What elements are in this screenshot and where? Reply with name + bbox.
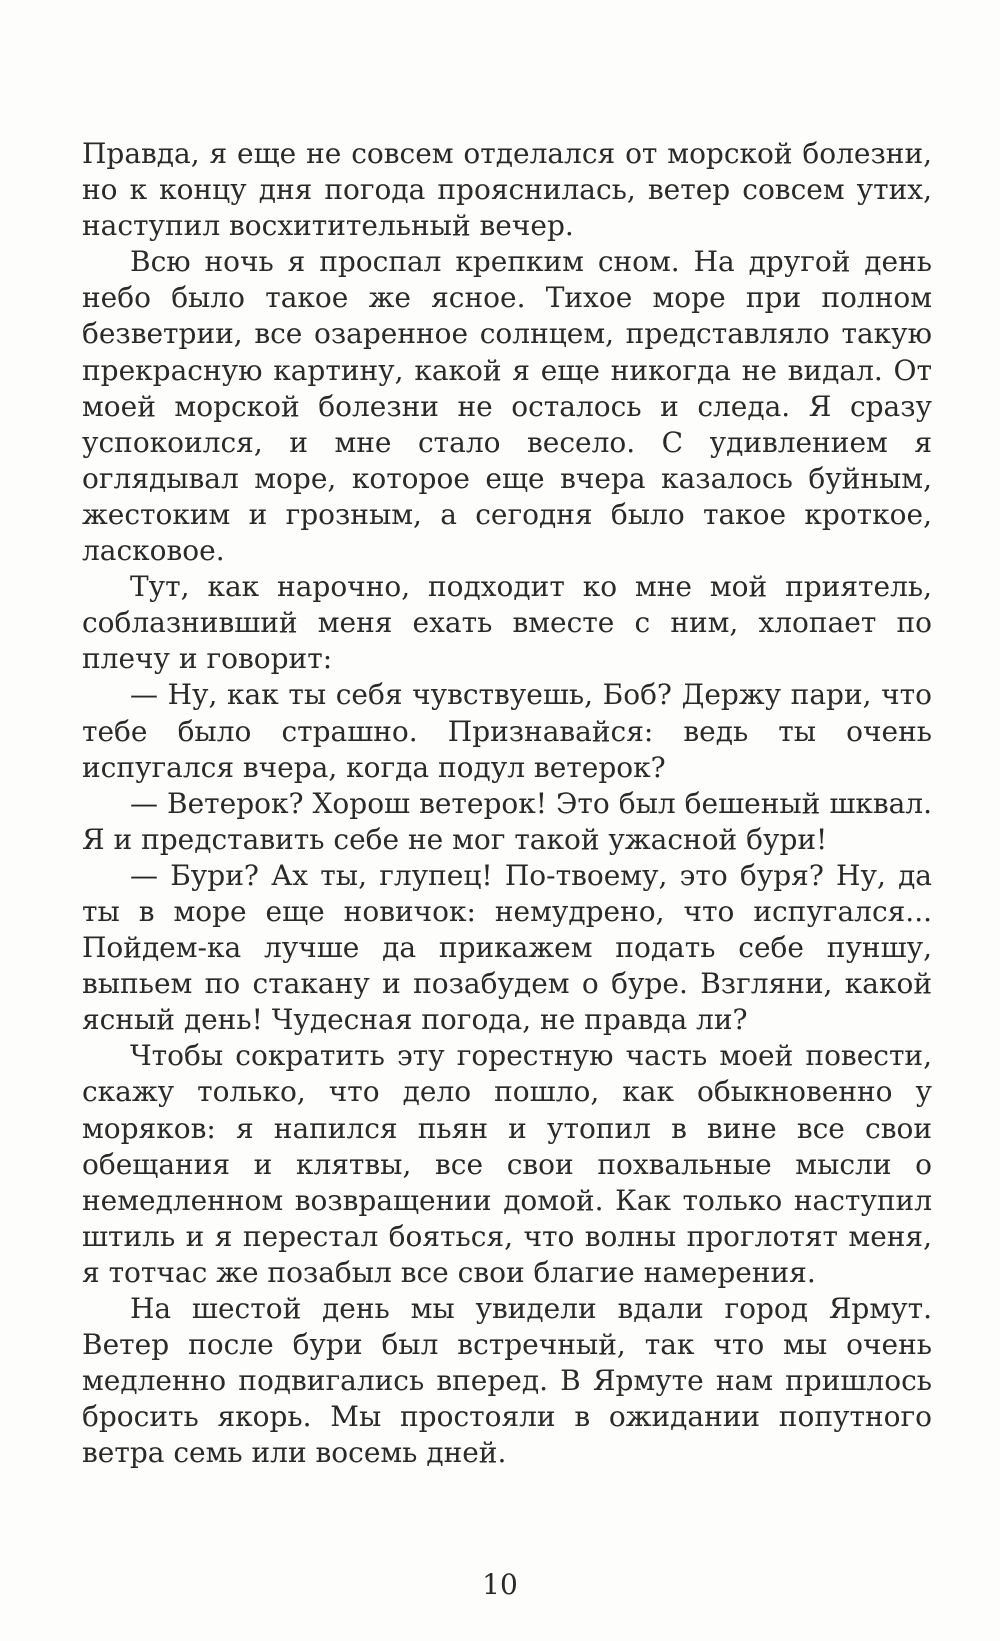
body-text — [82, 136, 932, 1471]
paragraph-1: Правда, я еще не совсем отделался от морской болезни, но к концу дня погода прояснилась, ветер совсем утих, наступил восхитительный вечер. — [82, 137, 932, 243]
page-number: 10 — [482, 1568, 518, 1601]
paragraph-7: Чтобы сократить эту горестную часть моей повести, скажу только, что дело пошло, как обыкновенно у моряков: я напился пьян и утопил в вине все свои обещания и клятвы, все свои похвальные мысли о немедленном возвращении домой. Как только наступил штиль и я перестал бояться, что волны проглотят меня, я тотчас же позабыл все свои благие намерения. — [82, 1039, 932, 1289]
paragraph-8: На шестой день мы увидели вдали город Ярмут. Ветер после бури был встречный, так что мы очень медленно подвигались вперед. В Ярмуте нам пришлось бросить якорь. Мы простояли в ожидании попутного ветра семь или восемь дней. — [82, 1292, 932, 1470]
dialogue-3: — Бури? Ах ты, глупец! По-твоему, это буря? Ну, да ты в море еще новичок: немудрено, что испугался... Пойдем-ка лучше да прикажем подать себе пуншу, выпьем по стакану и позабудем о буре. Взгляни, какой ясный день! Чудесная погода, не правда ли? — [82, 858, 932, 1037]
dialogue-2: — Ветерок? Хорош ветерок! Это был бешеный шквал. Я и представить себе не мог такой ужасной бури! — [82, 786, 932, 856]
paragraph-3: Тут, как нарочно, подходит ко мне мой приятель, соблазнивший меня ехать вместе с ним, хлопает по плечу и говорит: — [82, 570, 932, 676]
paragraph-2: Всю ночь я проспал крепким сном. На другой день небо было такое же ясное. Тихое море при полном безветрии, все озаренное солнцем, представляло такую прекрасную картину, какой я еще никогда не видал. От моей морской болезни не осталось и следа. Я сразу успокоился, и мне стало весело. С удивлением я оглядывал море, которое еще вчера казалось буйным, жестоким и грозным, а сегодня было такое кроткое, ласковое. — [82, 245, 932, 568]
dialogue-1: — Ну, как ты себя чувствуешь, Боб? Держу пари, что тебе было страшно. Признавайся: ведь ты очень испугался вчера, когда подул ветерок? — [82, 678, 932, 784]
